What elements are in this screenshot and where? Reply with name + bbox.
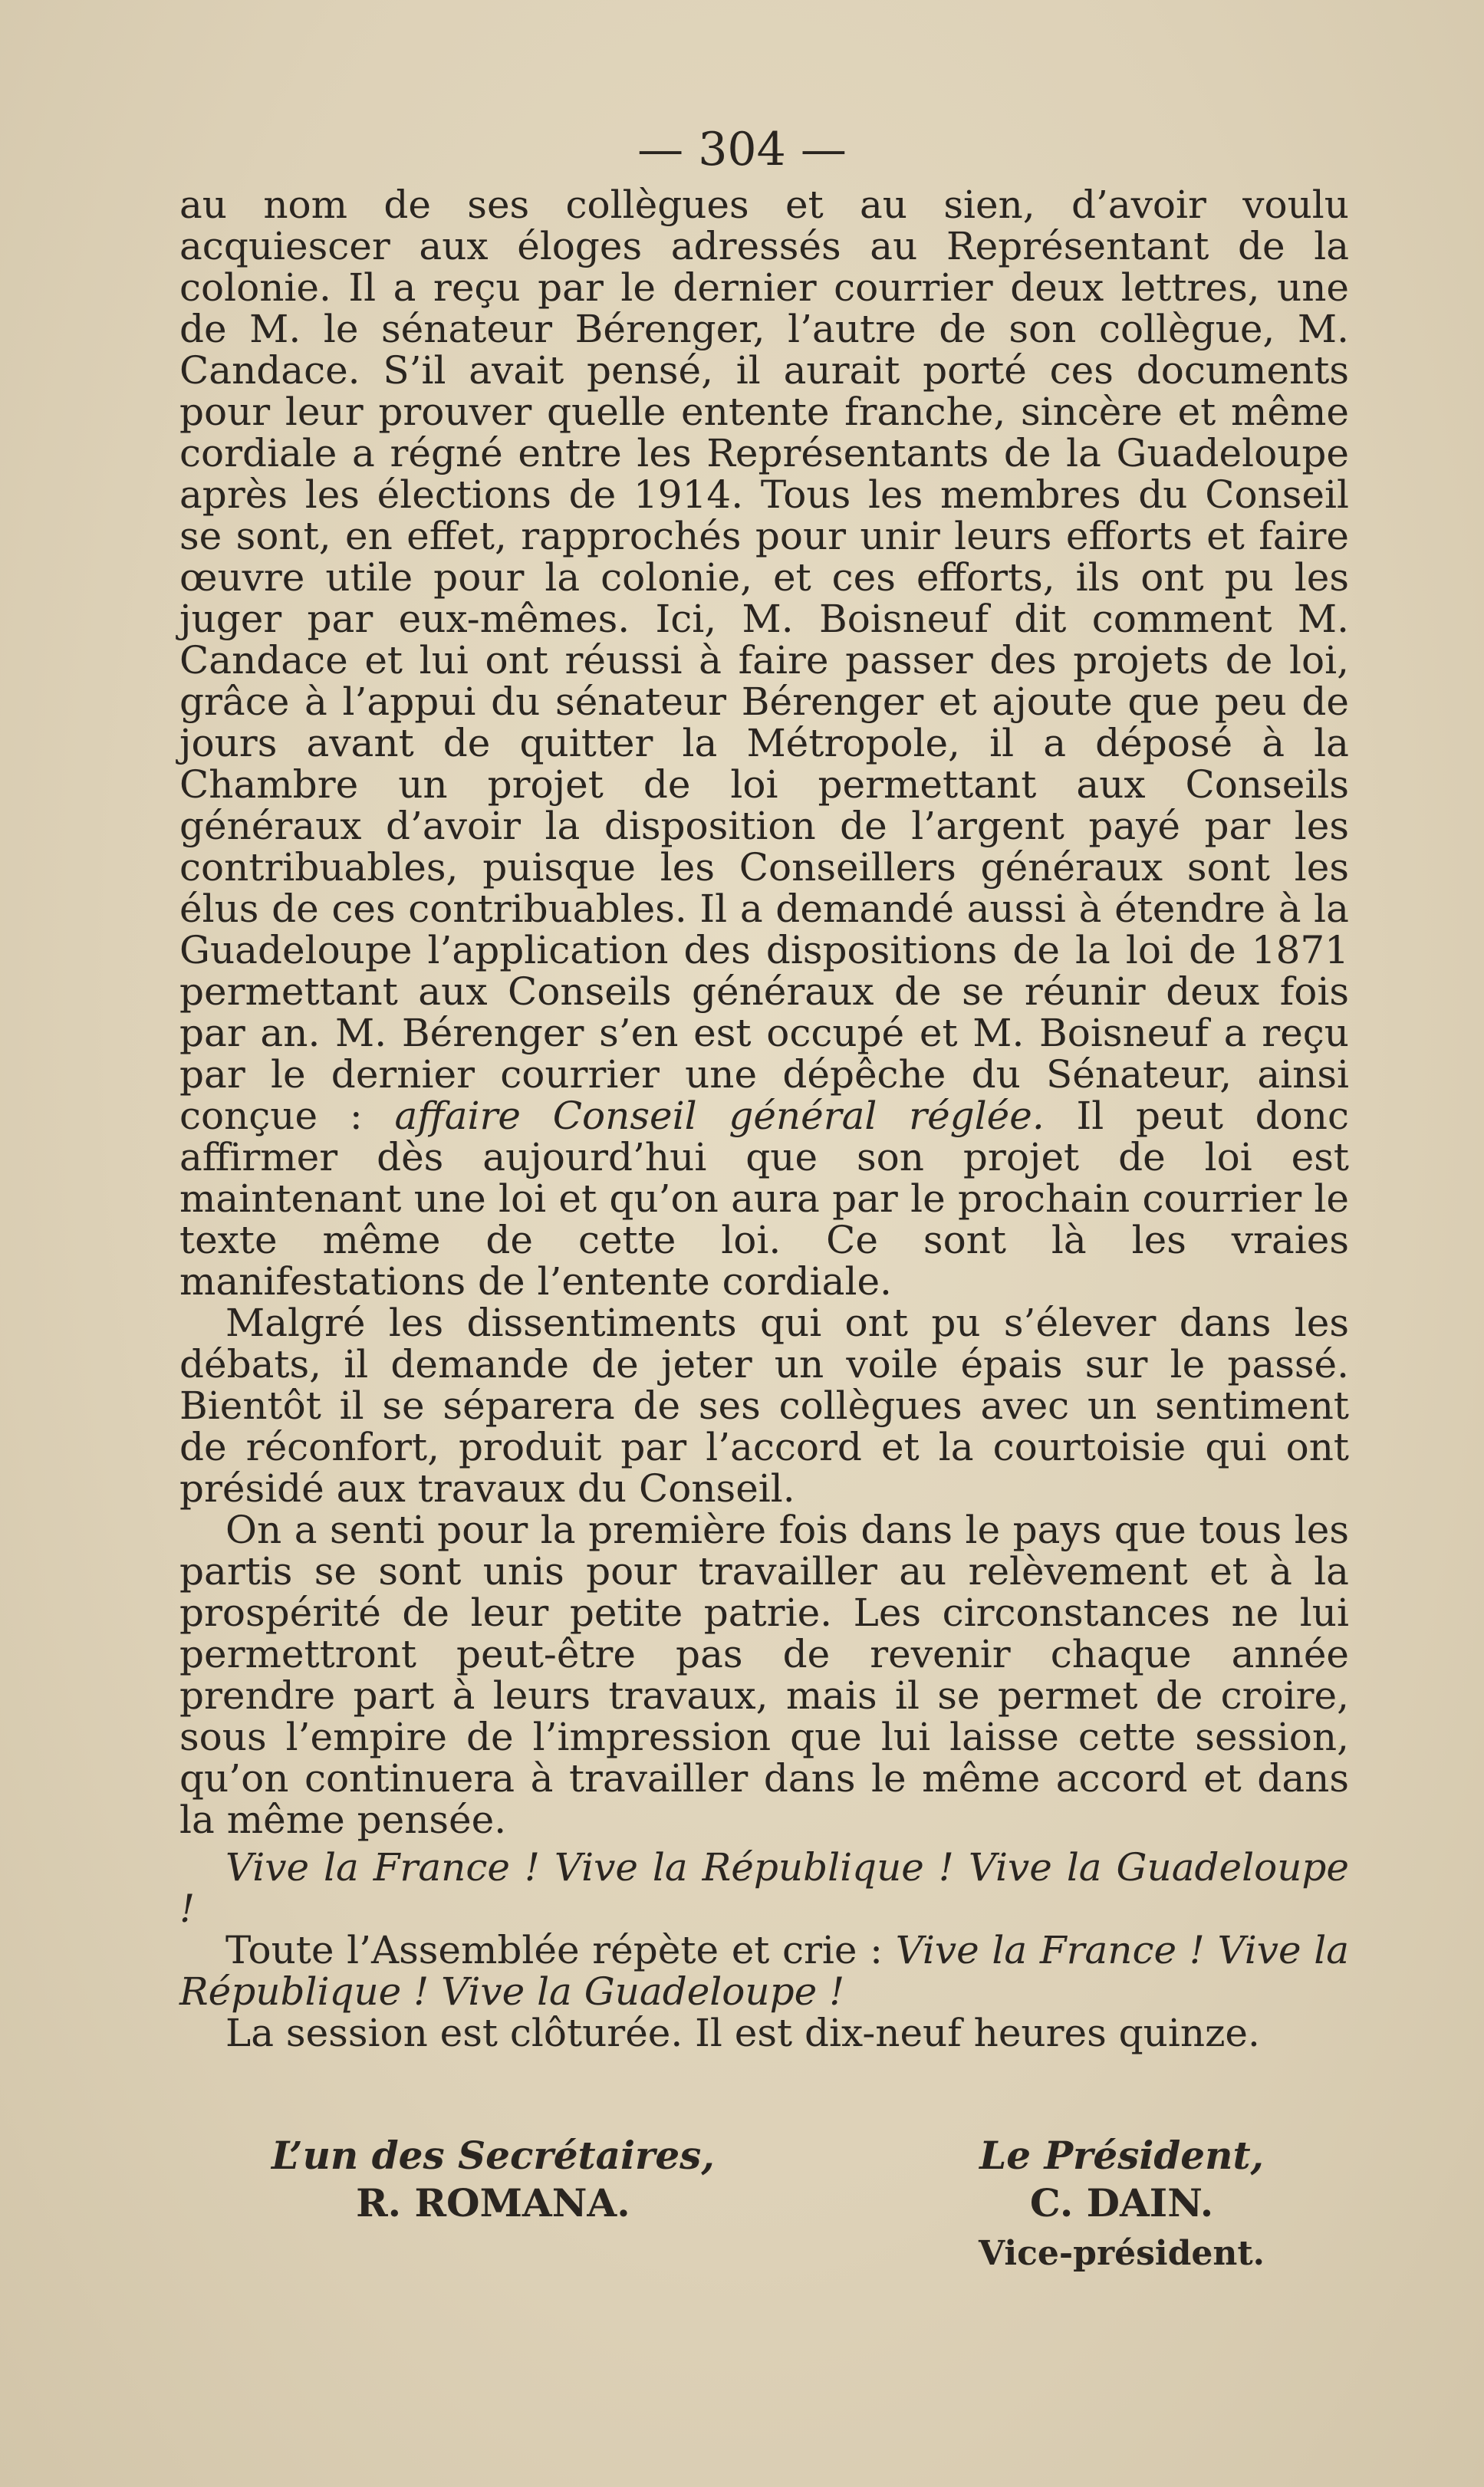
paragraph-5-quote: Vive la France ! Vive la République ! Vive la Guadeloupe ! <box>179 1928 1349 2014</box>
president-name: C. DAIN. <box>1029 2180 1214 2225</box>
paragraph-6: La session est clôturée. Il est dix-neuf heures quinze. <box>225 2011 1260 2055</box>
secretary-role: L’un des Secrétaires, <box>271 2133 715 2178</box>
paragraph-1 <box>179 184 1349 1302</box>
president-title: Vice-président. <box>979 2234 1265 2273</box>
paragraph-5 <box>179 1929 1349 2012</box>
paragraph-4: Vive la France ! Vive la République ! Vive la Guadeloupe ! <box>179 1845 1349 1931</box>
paragraph-3: On a senti pour la première fois dans le pays que tous les partis se sont unis pour travailler au relèvement et à la prospérité de leur petite patrie. Les circonstances ne lui permettront peut-être pas de revenir chaque année prendre part à leurs travaux, mais il se permet de croire, sous l’empire de l’impression que lui laisse cette session, qu’on continuera à travailler dans le même accord et dans la même pensée. <box>179 1508 1349 1842</box>
paragraph-1-text: au nom de ses collègues et au sien, d’avoir voulu acquiescer aux éloges adressés au Représentant de la colonie. Il a reçu par le dernier courrier deux lettres, une de M. le sénateur Bérenger, l’autre de son collègue, M. Candace. S’il avait pensé, il aurait porté ces documents pour leur prouver quelle entente franche, sincère et même cordiale a régné entre les Représentants de la Guadeloupe après les élections de 1914. Tous les membres du Conseil se sont, en effet, rapprochés pour unir leurs efforts et faire œuvre utile pour la colonie, et ces efforts, ils ont pu les juger par eux-mêmes. Ici, M. Boisneuf dit comment M. Candace et lui ont réussi à faire passer des projets de loi, grâce à l’appui du sénateur Bérenger et ajoute que peu de jours avant de quitter la Métropole, il a déposé à la Chambre un projet de loi permettant aux Conseils généraux d’avoir la disposition de l’argent payé par les contribuables, puisque les Conseillers généraux sont les élus de ces contribuables. Il a demandé aussi à étendre à la Guadeloupe l’application des dispositions de la loi de 1871 permettant aux Conseils généraux de se réunir deux fois par an. M. Bérenger s’en est occupé et M. Boisneuf a reçu par le dernier courrier une dépêche du Sénateur, ainsi conçue : <box>179 183 1349 1138</box>
paragraph-2: Malgré les dissentiments qui ont pu s’élever dans les débats, il demande de jeter un voile épais sur le passé. Bientôt il se séparera de ses collègues avec un sentiment de réconfort, produit par l’accord et la courtoisie qui ont présidé aux travaux du Conseil. <box>179 1301 1349 1511</box>
signature-secretary <box>271 2132 715 2227</box>
paragraph-5-text: Toute l’Assemblée répète et crie : <box>225 1928 883 1972</box>
page-number: — 304 — <box>637 123 847 176</box>
president-role: Le Président, <box>979 2133 1264 2178</box>
paragraph-1-quote: affaire Conseil général réglée. <box>394 1094 1045 1138</box>
body-text <box>179 184 1349 2054</box>
paragraph-1-end: Il peut donc affirmer dès aujourd’hui que son projet de loi est maintenant une loi et qu’on aura par le prochain courrier le texte même de cette loi. Ce sont là les vraies manifestations de l’entente cordiale. <box>179 1094 1349 1304</box>
secretary-name: R. ROMANA. <box>356 2180 630 2225</box>
signature-president <box>979 2132 1265 2278</box>
